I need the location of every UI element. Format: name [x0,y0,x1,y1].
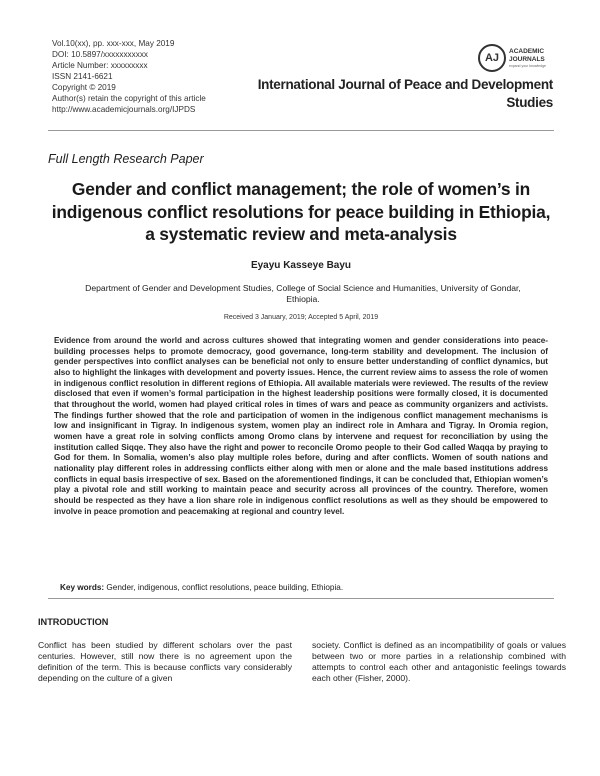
article-type: Full Length Research Paper [48,152,204,166]
doi-line: DOI: 10.5897/xxxxxxxxxxx [52,50,149,59]
issn-line: ISSN 2141-6621 [52,72,113,81]
introduction-column-left: Conflict has been studied by different scholars over the past centuries. However, still now there is no agreement upon the definition of the term. This is because conflicts vary considerably depending on the culture of a given [38,640,292,683]
keywords-text: Gender, indigenous, conflict resolutions, peace building, Ethiopia. [104,583,344,592]
journal-title-line2: Studies [506,95,553,110]
paper-title: Gender and conflict management; the role of women’s in indigenous conflict resolutions for peace building in Ethiopia, a systematic review and meta-analysis [51,179,551,244]
introduction-heading: INTRODUCTION [38,617,109,627]
rights-line: Author(s) retain the copyright of this article [52,94,206,103]
article-number-line: Article Number: xxxxxxxxx [52,61,148,70]
copyright-line: Copyright © 2019 [52,83,116,92]
received-accepted-dates: Received 3 January, 2019; Accepted 5 April, 2019 [223,314,379,321]
introduction-column-right: society. Conflict is defined as an incompatibility of goals or values between two or more parties in a relationship combined with attempts to control each other and antagonistic feelings towards each other (Fisher, 2000). [312,640,566,683]
publisher-name-line2: JOURNALS [509,55,545,63]
header-divider [48,130,554,131]
publisher-tagline: expand your knowledge [509,64,546,68]
keywords-divider [48,598,554,599]
author-name: Eyayu Kasseye Bayu [250,260,352,271]
journal-meta [52,38,206,115]
keywords [60,583,343,592]
abstract: Evidence from around the world and across cultures showed that integrating women and gender considerations into peace-building processes helps to promote democracy, good governance, long-term stability and development. The inclusion of gender perspectives into conflict analyses can be beneficial not only to ensure better understanding of conflict dynamics, but also to highlight the linkages with development and poverty issues. Hence, the current review aims to assess the role of women in indigenous conflict resolution in different regions of Ethiopia. All available materials were reviewed. The results of the review disclosed that even if women’s formal participation in the highest leadership positions were formally closed, it is documented that throughout the world, women had played critical roles in times of wars and peace as community organizers and activists. The findings further showed that the role and participation of women in the indigenous conflict management mechanisms is low and insignificant in Tigray. In indigenous system, women play an indirect role in Amhara and Tigray. In Oromia region, women have a great role in solving conflicts among Oromo clans by intervene and request for reconciliation by using the institution called Siqqe. They also have the right and power to reconcile Oromo people to their God called Waqqa by praying to God for them. In Somalia, women’s also play multiple roles before, during and after conflicts. Women of south nations and nationality play different roles in addressing conflicts either along with men or alone and the male based institutions address conflicts in equal basis irrespective of sex. Based on the aforementioned findings, it can be concluded that, Ethiopian women’s play a pivotal role and still working to maintain peace and security across all provinces of the country. Therefore, women should be respected as they have a lion share role in indigenous conflict resolutions as well as they should be empowered to involve in peace promotion and peacemaking at regional and country level. [54,336,548,516]
journal-title-line1: International Journal of Peace and Development [257,77,553,92]
volume-line: Vol.10(xx), pp. xxx-xxx, May 2019 [52,39,175,48]
aj-logo-icon: AJ [478,44,506,72]
journal-url[interactable]: http://www.academicjournals.org/IJPDS [52,105,196,114]
publisher-logo [478,44,548,74]
publisher-name-line1: ACADEMIC [509,48,545,55]
keywords-label: Key words: [60,583,105,592]
publisher-name [509,48,545,63]
author-affiliation: Department of Gender and Development Studies, College of Social Science and Humanities, University of Gondar, Ethiopia. [85,283,521,304]
journal-title [255,76,553,112]
